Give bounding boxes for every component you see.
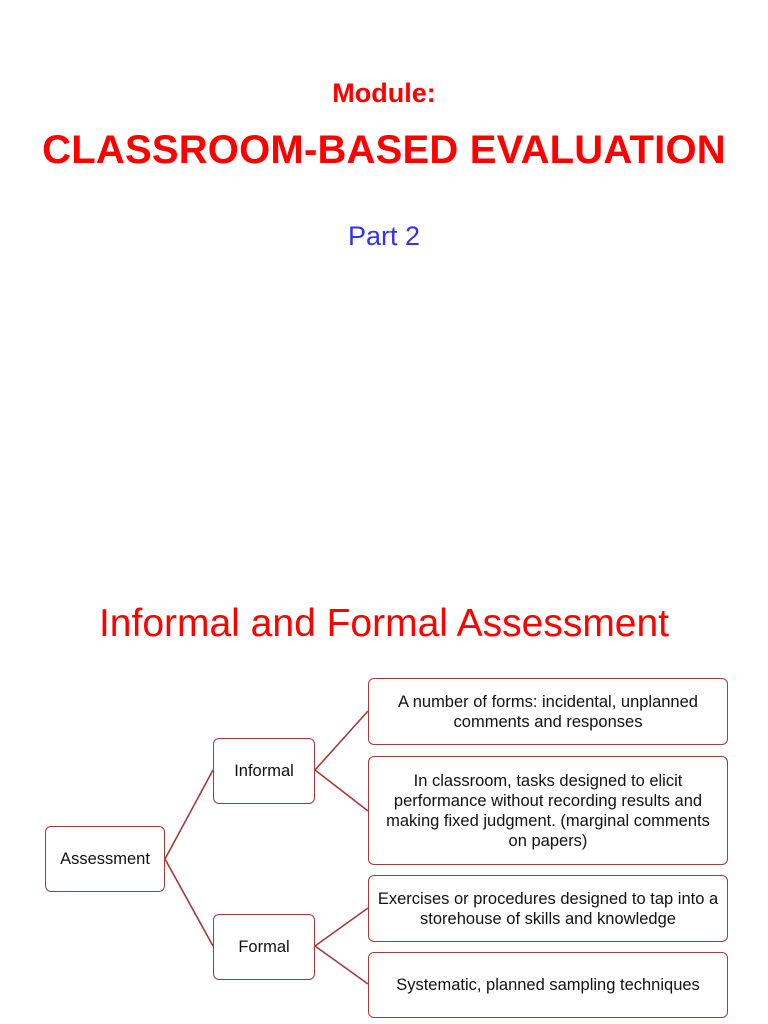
node-assessment: [45, 826, 165, 892]
module-label: Module:: [332, 78, 436, 108]
slide-title: CLASSROOM-BASED EVALUATION: [42, 128, 726, 172]
connector-formal-item1: [315, 908, 368, 946]
node-informal-label: Informal: [234, 762, 294, 780]
slide-heading: Informal and Formal Assessment: [98, 602, 670, 645]
connector-formal-item2: [315, 946, 368, 984]
node-formal-item-1: [368, 875, 728, 942]
content-slide: [0, 512, 768, 1024]
formal-item-2-text: Systematic, planned sampling techniques: [396, 976, 700, 994]
node-formal: [213, 914, 315, 980]
node-informal-item-2: [368, 756, 728, 865]
informal-item-2-text: In classroom, tasks designed to elicit performance without recording results and making fixed judgment. (marginal comments on papers): [386, 771, 710, 850]
informal-item-1-text: A number of forms: incidental, unplanned comments and responses: [398, 692, 698, 731]
part-label: Part 2: [347, 221, 421, 251]
node-assessment-label: Assessment: [60, 850, 150, 868]
connector-root-informal: [165, 770, 213, 859]
node-informal-item-1: [368, 678, 728, 745]
node-formal-label: Formal: [238, 938, 290, 956]
connector-informal-item1: [315, 711, 368, 770]
node-formal-item-2: [368, 952, 728, 1018]
connector-informal-item2: [315, 770, 368, 811]
node-informal: [213, 738, 315, 804]
formal-item-1-text: Exercises or procedures designed to tap into a storehouse of skills and knowledge: [377, 889, 719, 928]
connector-root-formal: [165, 859, 213, 946]
